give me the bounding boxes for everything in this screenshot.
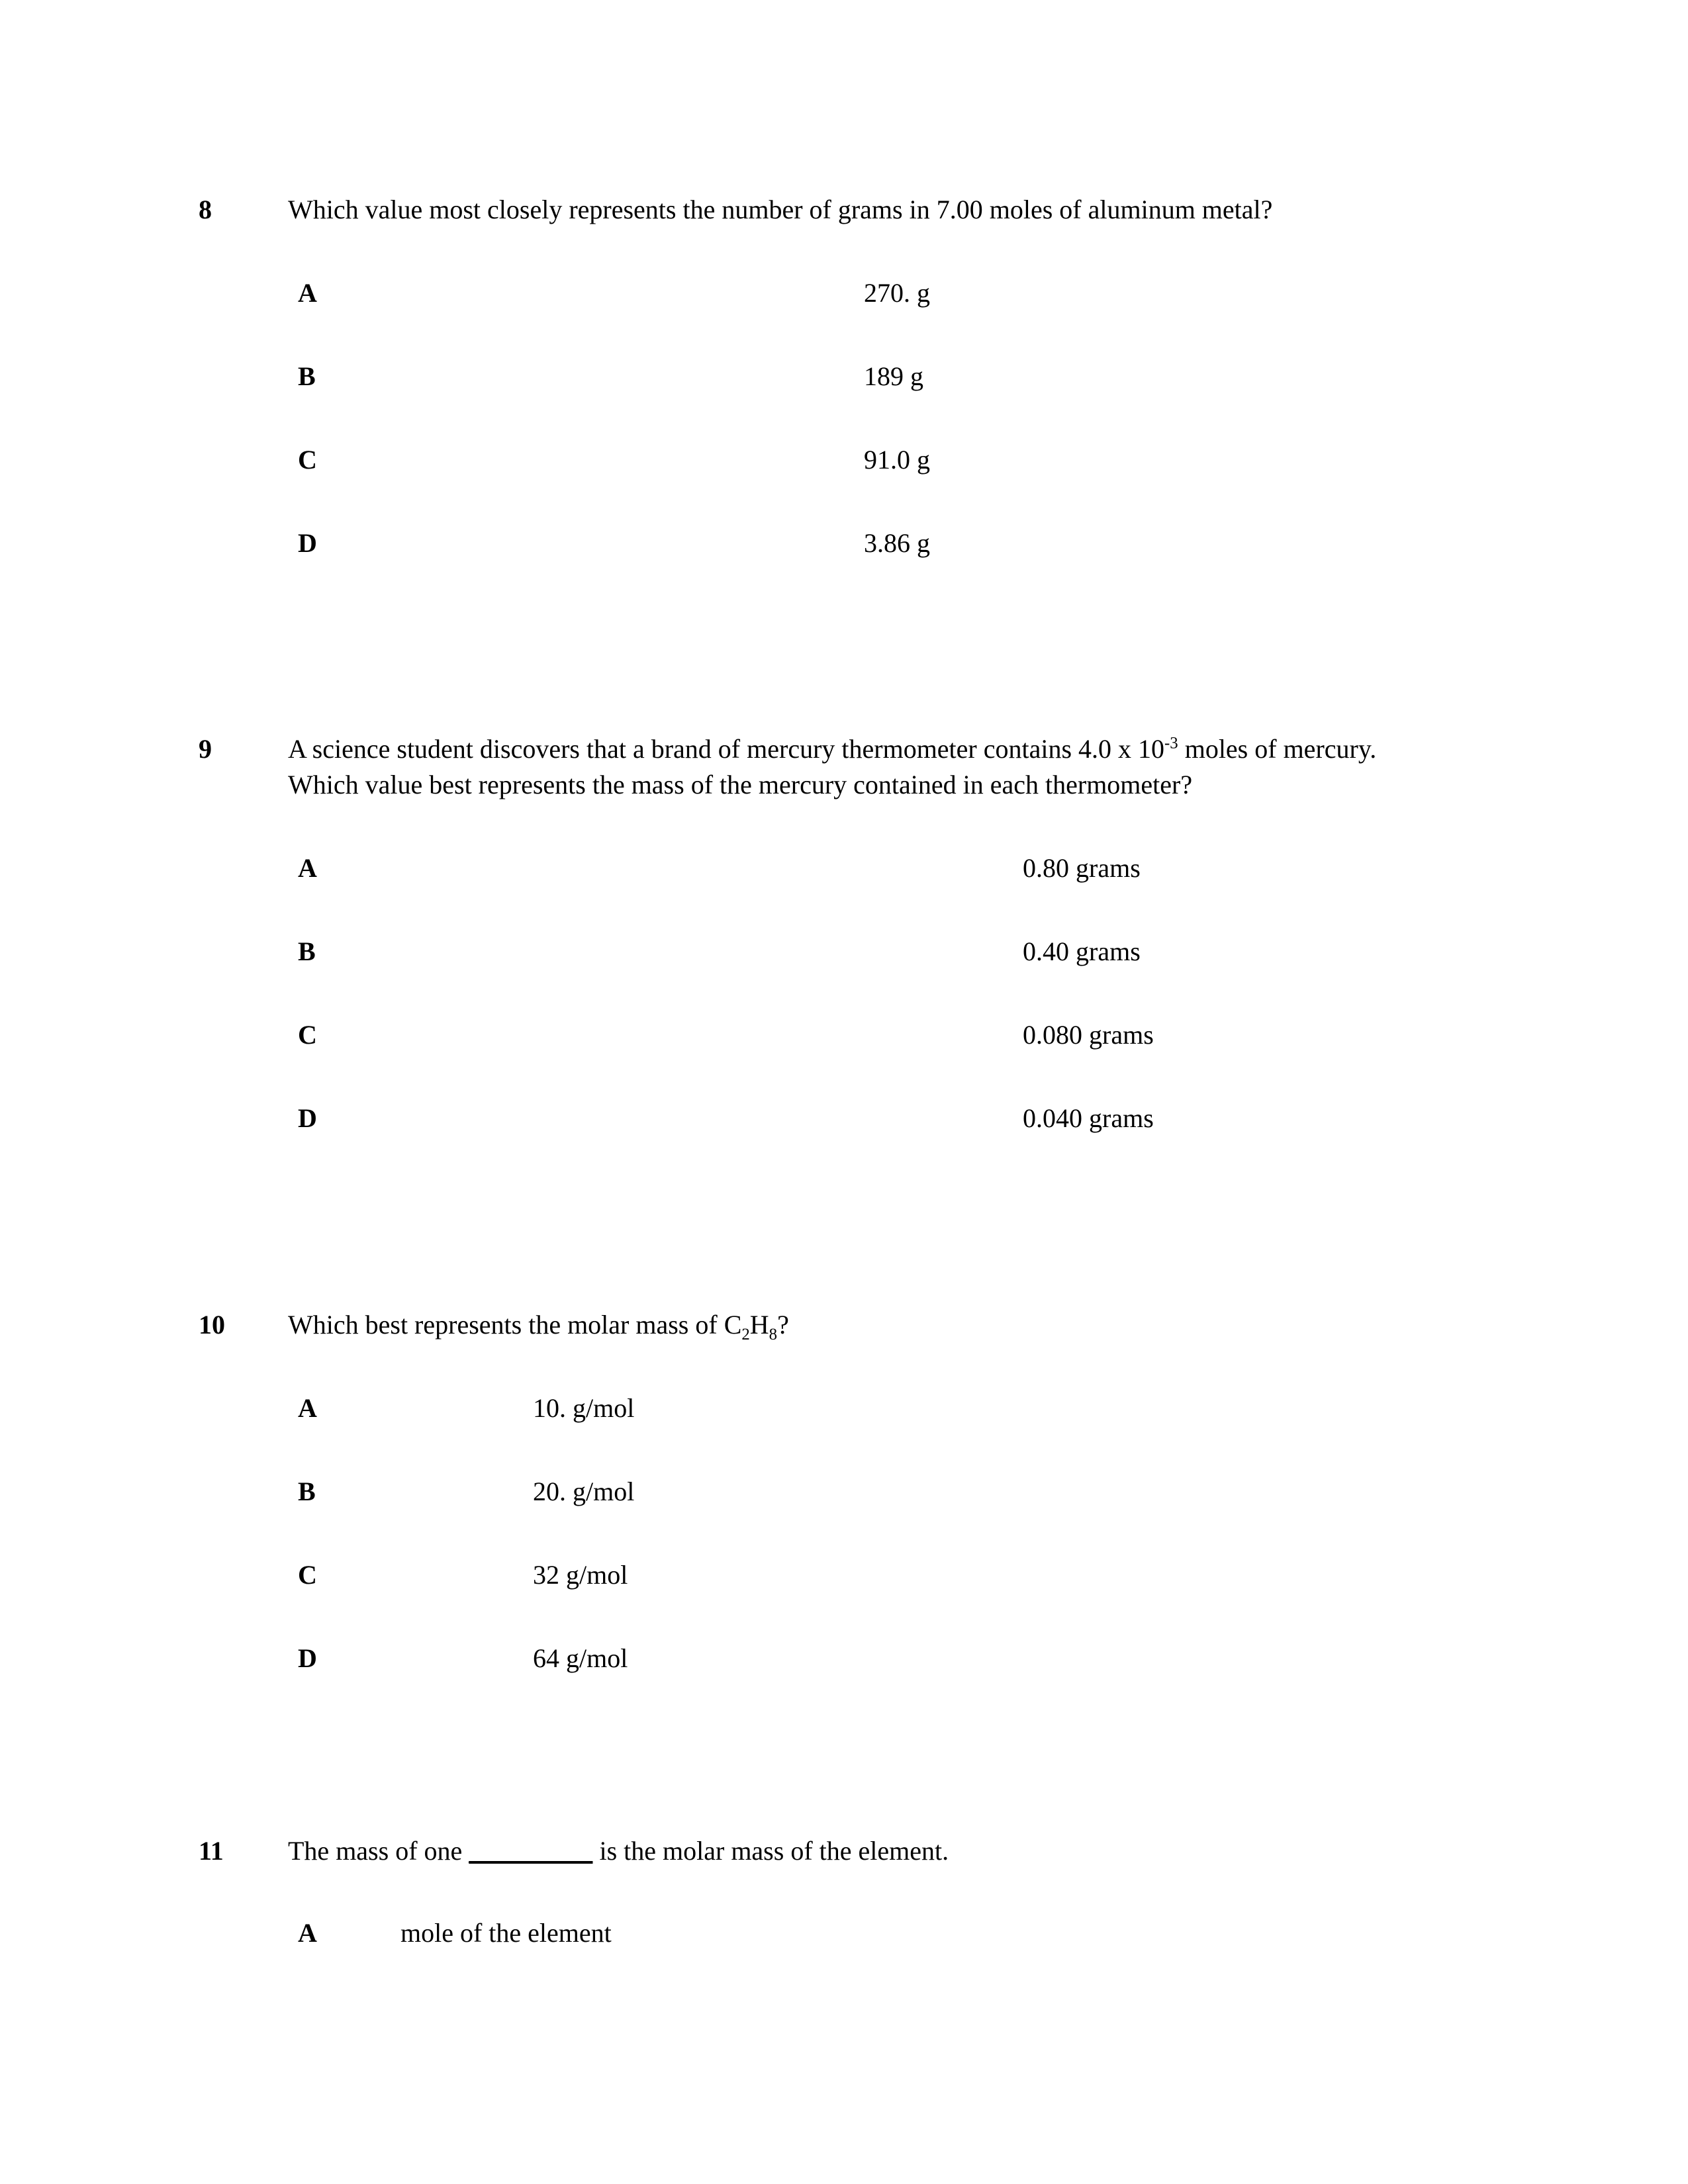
option-letter: A: [298, 1918, 317, 1948]
answer-options-list: [199, 1390, 1423, 1676]
question-stem-row: [199, 1833, 1423, 1869]
question-number: 9: [199, 734, 212, 764]
option-value: 3.86 g: [864, 528, 930, 558]
option-value: mole of the element: [400, 1918, 612, 1948]
option-letter: B: [298, 1477, 316, 1506]
question-block-10: [199, 1307, 1423, 1676]
question-block-8: [199, 192, 1423, 561]
answer-option[interactable]: [199, 1641, 1423, 1676]
option-letter: C: [298, 1020, 317, 1050]
answer-options-list: [199, 850, 1423, 1136]
question-stem-row: [199, 192, 1423, 228]
option-value: 64 g/mol: [533, 1643, 628, 1673]
question-block-11: [199, 1833, 1423, 1951]
fill-in-blank: _________: [469, 1836, 593, 1866]
option-value: 20. g/mol: [533, 1477, 635, 1506]
option-letter: B: [298, 361, 316, 391]
answer-option[interactable]: [199, 1915, 1423, 1951]
stem-text-part: H: [749, 1310, 769, 1340]
option-value: 10. g/mol: [533, 1393, 635, 1423]
option-value: 0.040 grams: [1023, 1103, 1154, 1133]
option-letter: C: [298, 445, 317, 475]
option-letter: A: [298, 278, 317, 308]
question-stem-row: [199, 731, 1423, 803]
question-number: 8: [199, 195, 212, 224]
stem-text-part: The mass of one: [288, 1836, 469, 1866]
option-letter: A: [298, 1393, 317, 1423]
option-value: 91.0 g: [864, 445, 930, 475]
answer-option[interactable]: [199, 1390, 1423, 1426]
question-block-9: [199, 731, 1423, 1136]
subscript: 8: [769, 1326, 778, 1343]
option-letter: B: [298, 936, 316, 966]
option-letter: D: [298, 1103, 317, 1133]
stem-text-part: ?: [777, 1310, 789, 1340]
option-value: 270. g: [864, 278, 930, 308]
answer-option[interactable]: [199, 359, 1423, 394]
stem-text-part: moles of mercury. Which value best represents the mass of the mercury contained in each thermometer?: [288, 734, 1377, 799]
stem-text-part: is the molar mass of the element.: [592, 1836, 949, 1866]
answer-option[interactable]: [199, 850, 1423, 886]
stem-text-part: A science student discovers that a brand of mercury thermometer contains 4.0 x 10: [288, 734, 1165, 764]
question-number: 10: [199, 1310, 225, 1340]
answer-option[interactable]: [199, 442, 1423, 478]
question-stem-text: [288, 1307, 1423, 1343]
answer-options-list: [199, 1915, 1423, 1951]
option-value: 32 g/mol: [533, 1560, 628, 1590]
answer-option[interactable]: [199, 1017, 1423, 1053]
question-stem-text: [288, 731, 1423, 803]
option-value: 0.080 grams: [1023, 1020, 1154, 1050]
option-value: 0.40 grams: [1023, 936, 1141, 966]
stem-text-part: Which best represents the molar mass of C: [288, 1310, 742, 1340]
option-letter: D: [298, 528, 317, 558]
answer-option[interactable]: [199, 275, 1423, 311]
answer-option[interactable]: [199, 1101, 1423, 1136]
option-letter: D: [298, 1643, 317, 1673]
answer-option[interactable]: [199, 1557, 1423, 1593]
answer-option[interactable]: [199, 1474, 1423, 1510]
option-value: 0.80 grams: [1023, 853, 1141, 883]
answer-options-list: [199, 275, 1423, 561]
option-value: 189 g: [864, 361, 923, 391]
question-stem-row: [199, 1307, 1423, 1343]
subscript: 2: [741, 1326, 750, 1343]
answer-option[interactable]: [199, 525, 1423, 561]
question-stem-text: [288, 1833, 1423, 1869]
answer-option[interactable]: [199, 934, 1423, 970]
question-number: 11: [199, 1836, 224, 1866]
question-stem-text: Which value most closely represents the number of grams in 7.00 moles of aluminum metal?: [288, 195, 1273, 224]
exponent: -3: [1164, 734, 1178, 752]
option-letter: C: [298, 1560, 317, 1590]
option-letter: A: [298, 853, 317, 883]
